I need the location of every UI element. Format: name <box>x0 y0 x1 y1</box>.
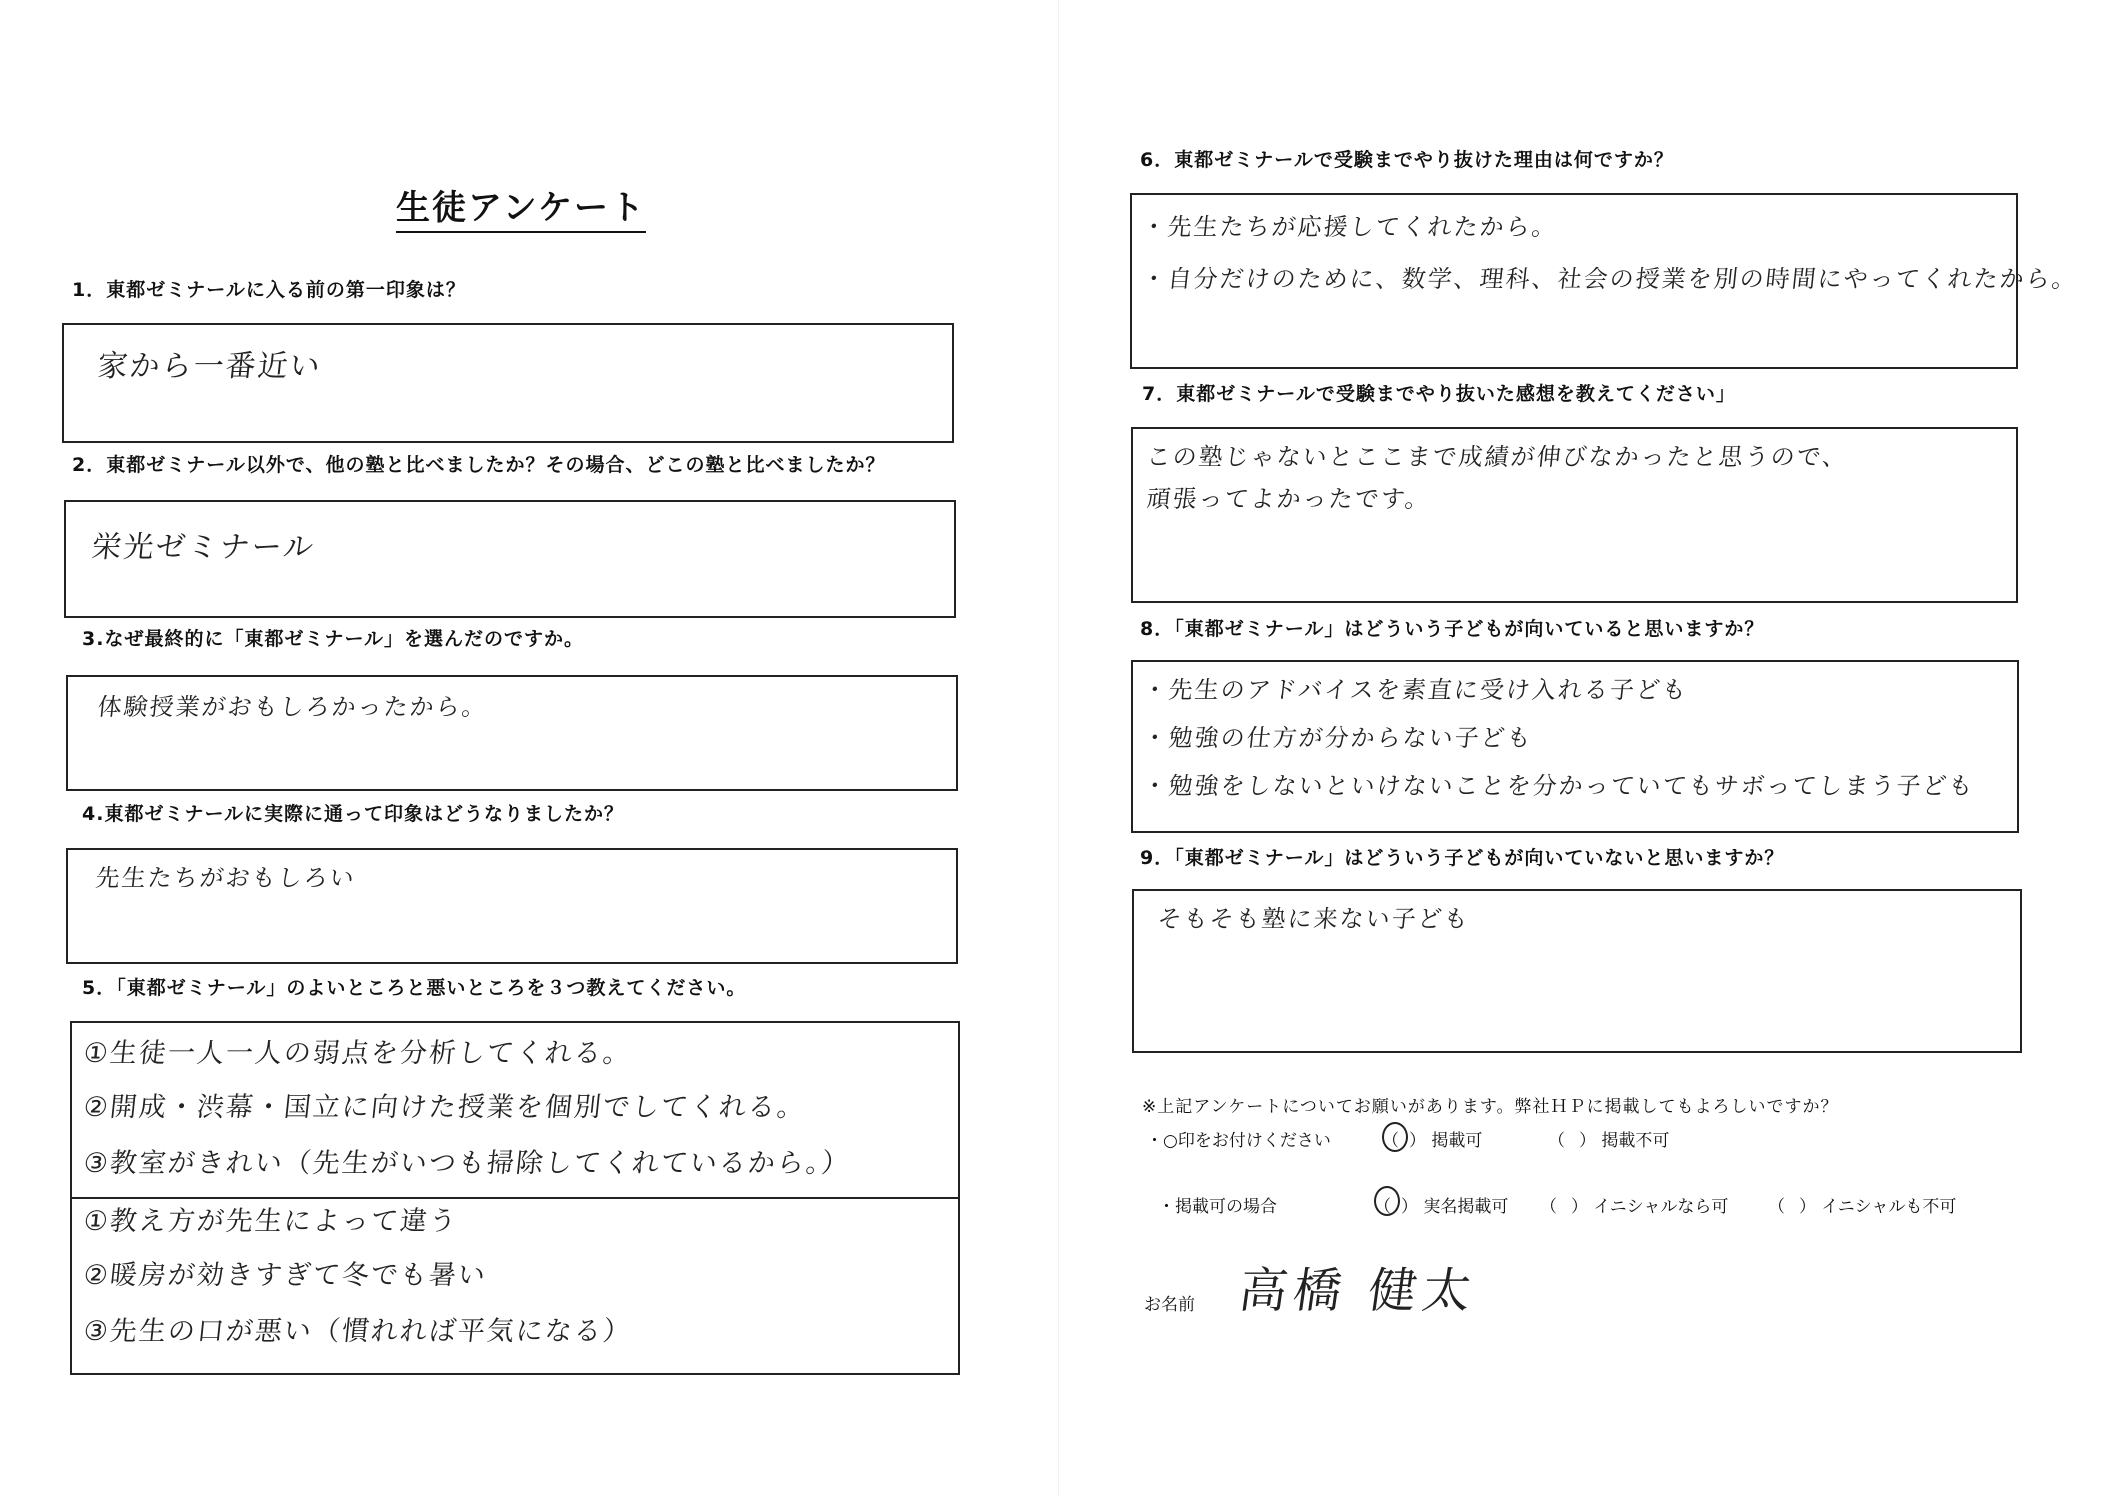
answer-box-4 <box>66 848 958 964</box>
answer-9: そもそも塾に来ない子ども <box>1156 905 1472 933</box>
answer-box-7 <box>1131 427 2018 603</box>
page-fold <box>1058 0 1059 1496</box>
answer-1: 家から一番近い <box>95 349 324 384</box>
page-title: 生徒アンケート <box>396 180 646 233</box>
question-9: 9．「東都ゼミナール」はどういう子どもが向いていないと思いますか？ <box>1140 847 1785 869</box>
answer-5-bad-3: ③先生の口が悪い（慣れれば平気になる） <box>82 1316 634 1347</box>
option-real-name[interactable]: （ ） 実名掲載可 <box>1374 1197 1509 1217</box>
answer-box-2 <box>64 500 956 618</box>
question-2: 2．東都ゼミナール以外で、他の塾と比べましたか？その場合、どこの塾と比べましたか？ <box>72 454 886 476</box>
option-initials-ng[interactable]: （ ） イニシャルも不可 <box>1768 1197 1957 1217</box>
name-signature: 高橋 健太 <box>1235 1263 1481 1319</box>
question-4: 4.東都ゼミナールに実際に通って印象はどうなりましたか？ <box>82 803 625 825</box>
answer-4: 先生たちがおもしろい <box>94 864 358 892</box>
question-3: 3.なぜ最終的に「東都ゼミナール」を選んだのですか。 <box>82 628 585 650</box>
answer-8-line-1: ・先生のアドバイスを素直に受け入れる子ども <box>1141 676 1690 704</box>
answer-3: 体験授業がおもしろかったから。 <box>96 693 490 721</box>
option-real-name-label: 実名掲載可 <box>1423 1197 1509 1217</box>
answer-6-line-1: ・先生たちが応援してくれたから。 <box>1140 213 1560 241</box>
answer-5-bad-1: ①教え方が先生によって違う <box>82 1206 460 1237</box>
answer-box-3 <box>66 675 958 791</box>
option-initials-ok-label: イニシャルなら可 <box>1593 1197 1729 1217</box>
question-7: 7．東都ゼミナールで受験までやり抜いた感想を教えてください」 <box>1142 383 1736 405</box>
answer-8-line-2: ・勉強の仕方が分からない子ども <box>1141 724 1535 752</box>
answer-7-line-2: 頑張ってよかったです。 <box>1145 485 1433 513</box>
publication-request-note: ※上記アンケートについてお願いがあります。弊社ＨＰに掲載してもよろしいですか？ <box>1142 1097 1839 1117</box>
answer-box-6 <box>1130 193 2080 369</box>
answer-5-good-1: ①生徒一人一人の弱点を分析してくれる。 <box>82 1038 634 1069</box>
answer-6-line-2: ・自分だけのために、数学、理科、社会の授業を別の時間にやってくれたから。 <box>1140 265 2080 293</box>
answer-7-line-1: この塾じゃないとここまで成績が伸びなかったと思うので、 <box>1145 443 1850 471</box>
question-1: 1．東都ゼミナールに入る前の第一印象は？ <box>72 279 466 301</box>
answer-5-good-2: ②開成・渋幕・国立に向けた授業を個別でしてくれる。 <box>82 1092 808 1123</box>
answer-box-8 <box>1131 660 2019 833</box>
answer-5-good-3: ③教室がきれい（先生がいつも掃除してくれているから。） <box>82 1148 853 1179</box>
answer-box-9 <box>1132 889 2022 1053</box>
name-label: お名前 <box>1144 1295 1195 1315</box>
answer-5-bad-2: ②暖房が効きすぎて冬でも暑い <box>82 1260 489 1291</box>
answer-box-1 <box>62 323 954 443</box>
option-initials-ok[interactable]: （ ） イニシャルなら可 <box>1540 1197 1729 1217</box>
answer-2: 栄光ゼミナール <box>89 530 317 565</box>
circle-instruction: ・○印をお付けください <box>1146 1131 1331 1151</box>
option-publish-ok-label: 掲載可 <box>1431 1131 1483 1151</box>
answer-8-line-3: ・勉強をしないといけないことを分かっていてもサボってしまう子ども <box>1141 772 1976 800</box>
question-5: 5．「東都ゼミナール」のよいところと悪いところを３つ教えてください。 <box>82 977 747 999</box>
publish-case-label: ・掲載可の場合 <box>1158 1197 1277 1217</box>
answer-box-5 <box>70 1021 960 1375</box>
question-8: 8．「東都ゼミナール」はどういう子どもが向いていると思いますか？ <box>1140 618 1765 640</box>
option-publish-ok[interactable]: （ ） 掲載可 <box>1382 1131 1483 1151</box>
option-initials-ng-label: イニシャルも不可 <box>1821 1197 1957 1217</box>
option-publish-ng-label: 掲載不可 <box>1601 1131 1670 1151</box>
question-6: 6．東都ゼミナールで受験までやり抜けた理由は何ですか？ <box>1140 149 1674 171</box>
option-publish-ng[interactable]: （ ） 掲載不可 <box>1548 1131 1670 1151</box>
